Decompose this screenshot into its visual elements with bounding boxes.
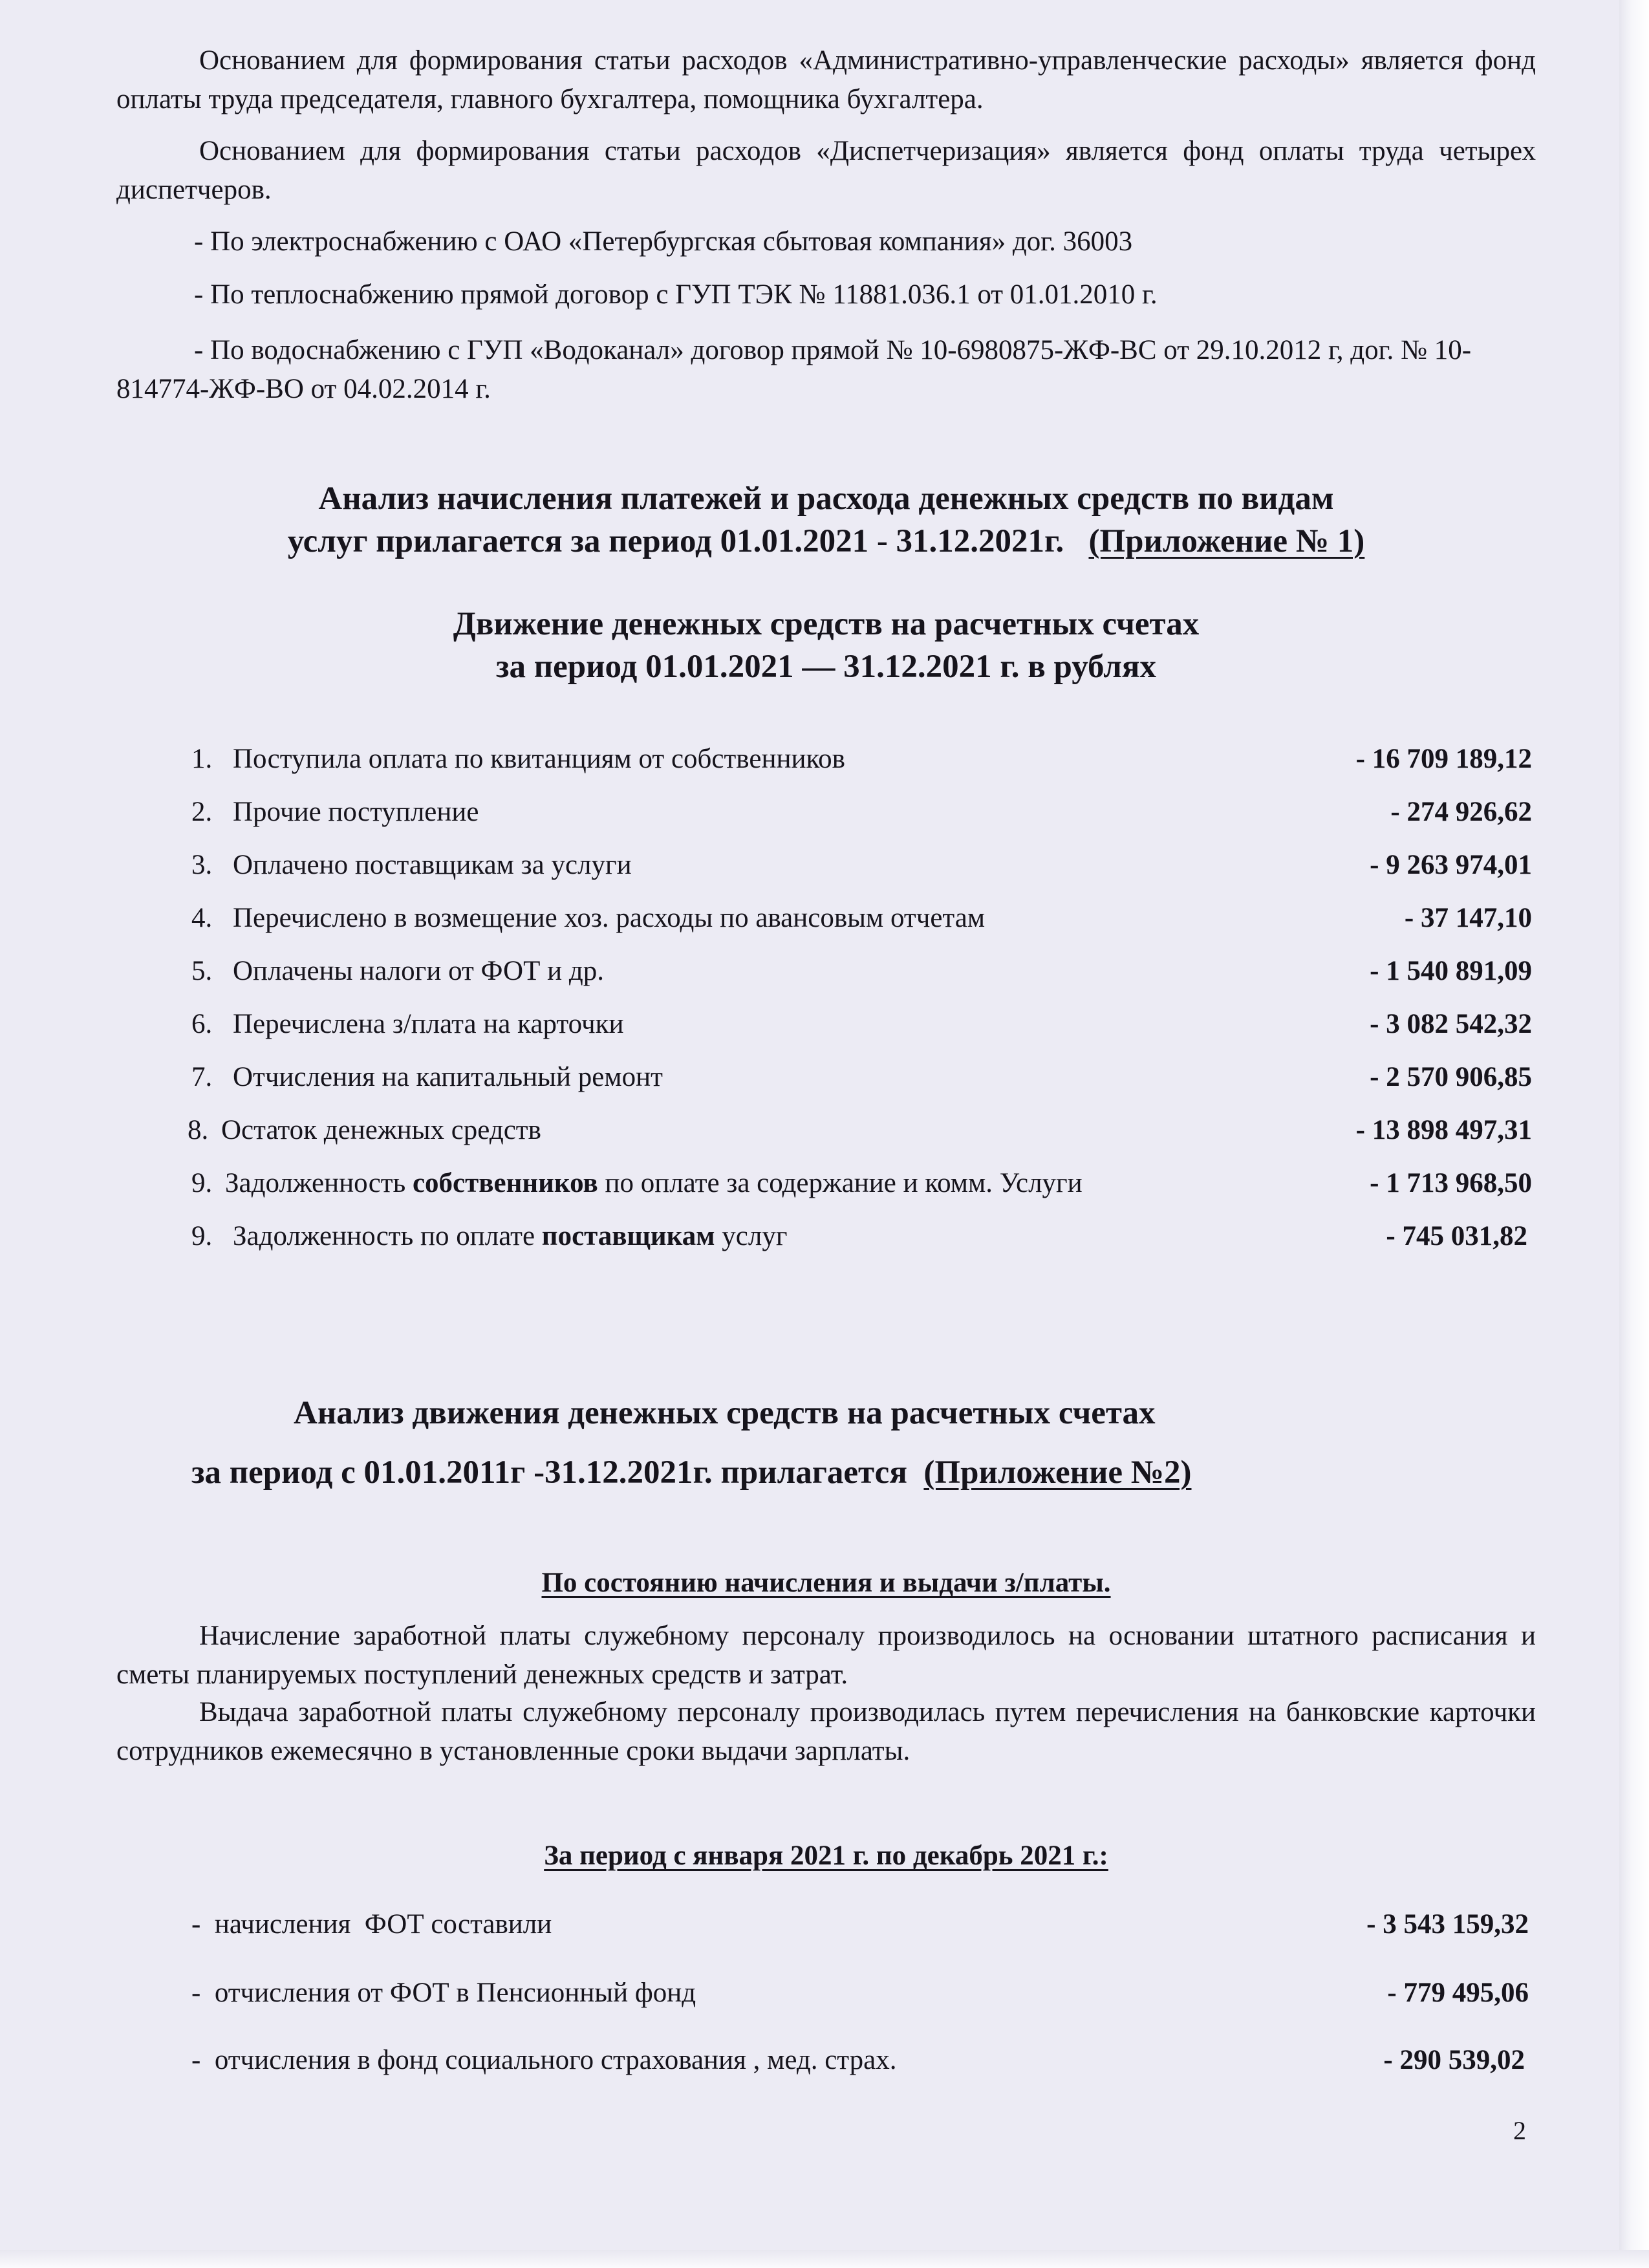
intro-paragraph-admin-expenses: Основанием для формирования статьи расходов «Административно-управленческие расходы» является фонд оплаты труда председателя, главного бухгалтера, помощника бухгалтера. (116, 45, 1536, 114)
cash-flow-row (188, 1111, 1532, 1150)
cash-flow-title-line2: за период 01.01.2021 — 31.12.2021 г. в рублях (496, 649, 1156, 685)
cash-flow-row (191, 846, 1532, 885)
row-number: 8. (188, 1115, 209, 1145)
row-number: 1. (191, 744, 213, 774)
analysis-heading (116, 477, 1536, 563)
scan-edge (1619, 0, 1649, 2268)
salary-section-title: По состоянию начисления и выдачи з/платы. (541, 1568, 1111, 1598)
contract-heating: - По теплоснабжению прямой договор с ГУП ТЭК № 11881.036.1 от 01.01.2010 г. (194, 279, 1158, 310)
analysis2-heading-period: за период с 01.01.2011г -31.12.2021г. прилагается (191, 1454, 916, 1491)
cash-flow-row (191, 793, 1532, 832)
cash-flow-row (191, 1058, 1532, 1097)
row-label-pre: Задолженность по оплате (233, 1221, 542, 1251)
cash-flow-title-line1: Движение денежных средств на расчетных счетах (453, 606, 1200, 642)
row-amount: - 37 147,10 (1404, 903, 1532, 933)
row-number: 9. (191, 1168, 213, 1198)
contract-electricity: - По электроснабжению с ОАО «Петербургская сбытовая компания» дог. 36003 (194, 226, 1133, 257)
contract-water: - По водоснабжению с ГУП «Водоканал» договор прямой № 10-6980875-ЖФ-ВС от 29.10.2012 г, дог. № 10-814774-ЖФ-ВО от 04.02.2014 г. (116, 335, 1472, 404)
analysis2-heading-line2 (116, 1450, 1536, 1495)
row-label: Отчисления на капитальный ремонт (233, 1062, 663, 1092)
row-number: 3. (191, 850, 213, 880)
payroll-row (191, 1974, 1529, 2013)
row-label: - отчисления в фонд социального страхования , мед. страх. (191, 2045, 897, 2075)
analysis-heading-line2 (116, 520, 1536, 563)
row-amount: - 2 570 906,85 (1370, 1062, 1532, 1092)
row-amount: - 16 709 189,12 (1355, 744, 1532, 774)
analysis-heading-line1: Анализ начисления платежей и расхода денежных средств по видам (318, 481, 1334, 517)
cash-flow-row-suppliers-debt (191, 1217, 1527, 1256)
row-amount: - 3 543 159,32 (1366, 1909, 1529, 1939)
row-label: Оплачено поставщикам за услуги (233, 850, 632, 880)
appendix-2-reference: (Приложение №2) (923, 1454, 1192, 1491)
row-amount: - 3 082 542,32 (1370, 1009, 1532, 1039)
row-number: 2. (191, 797, 213, 827)
row-label: Перечислена з/плата на карточки (233, 1009, 624, 1039)
intro-paragraph-dispatching: Основанием для формирования статьи расходов «Диспетчеризация» является фонд оплаты труда четырех диспетчеров. (116, 136, 1536, 205)
row-amount: - 1 713 968,50 (1370, 1168, 1532, 1198)
row-label: - отчисления от ФОТ в Пенсионный фонд (191, 1978, 696, 2008)
cash-flow-heading (116, 603, 1536, 688)
salary-accrual-paragraph: Начисление заработной платы служебному персоналу производилось на основании штатного расписания и сметы планируемых поступлений денежных средств и затрат. (116, 1621, 1536, 1690)
row-number: 9. (191, 1221, 213, 1251)
cash-flow-row (191, 1005, 1532, 1044)
payroll-row (191, 2041, 1525, 2080)
row-label: Перечислено в возмещение хоз. расходы по авансовым отчетам (233, 903, 986, 933)
analysis-heading-period: услуг прилагается за период 01.01.2021 - 31.12.2021г. (287, 523, 1064, 559)
cash-flow-row (191, 740, 1532, 779)
row-label (225, 1164, 1083, 1203)
row-number: 7. (191, 1062, 213, 1092)
row-amount: - 779 495,06 (1387, 1978, 1529, 2008)
row-amount: - 290 539,02 (1383, 2045, 1525, 2075)
row-label-bold: собственников (412, 1168, 598, 1198)
row-label: - начисления ФОТ составили (191, 1909, 552, 1939)
row-label-bold: поставщикам (541, 1221, 715, 1251)
row-label-post: по оплате за содержание и комм. Услуги (598, 1168, 1083, 1198)
cash-flow-row (191, 899, 1532, 938)
row-amount: - 274 926,62 (1390, 797, 1532, 827)
row-number: 5. (191, 956, 213, 986)
page-number: 2 (1513, 2116, 1526, 2145)
cash-flow-row (191, 952, 1532, 991)
row-amount: - 745 031,82 (1386, 1221, 1527, 1251)
row-label-pre: Задолженность (225, 1168, 413, 1198)
row-label: Поступила оплата по квитанциям от собственников (233, 744, 845, 774)
row-label: Прочие поступление (233, 797, 479, 827)
row-label: Остаток денежных средств (221, 1115, 541, 1145)
row-number: 6. (191, 1009, 213, 1039)
row-amount: - 1 540 891,09 (1370, 956, 1532, 986)
scan-bottom-edge (0, 2250, 1649, 2268)
cash-flow-row-owners-debt (191, 1164, 1532, 1203)
row-amount: - 13 898 497,31 (1355, 1115, 1532, 1145)
row-amount: - 9 263 974,01 (1370, 850, 1532, 880)
analysis2-heading (116, 1390, 1536, 1495)
period-section-title: За период с января 2021 г. по декабрь 2021 г.: (544, 1841, 1108, 1871)
row-label-post: услуг (715, 1221, 788, 1251)
row-label (233, 1217, 787, 1256)
row-number: 4. (191, 903, 213, 933)
appendix-1-reference: (Приложение № 1) (1088, 523, 1365, 559)
row-label: Оплачены налоги от ФОТ и др. (233, 956, 605, 986)
salary-payment-paragraph: Выдача заработной платы служебному персоналу производилась путем перечисления на банковские карточки сотрудников ежемесячно в установленные сроки выдачи зарплаты. (116, 1697, 1536, 1766)
analysis2-heading-line1: Анализ движения денежных средств на расчетных счетах (294, 1395, 1156, 1431)
payroll-row (191, 1905, 1529, 1944)
